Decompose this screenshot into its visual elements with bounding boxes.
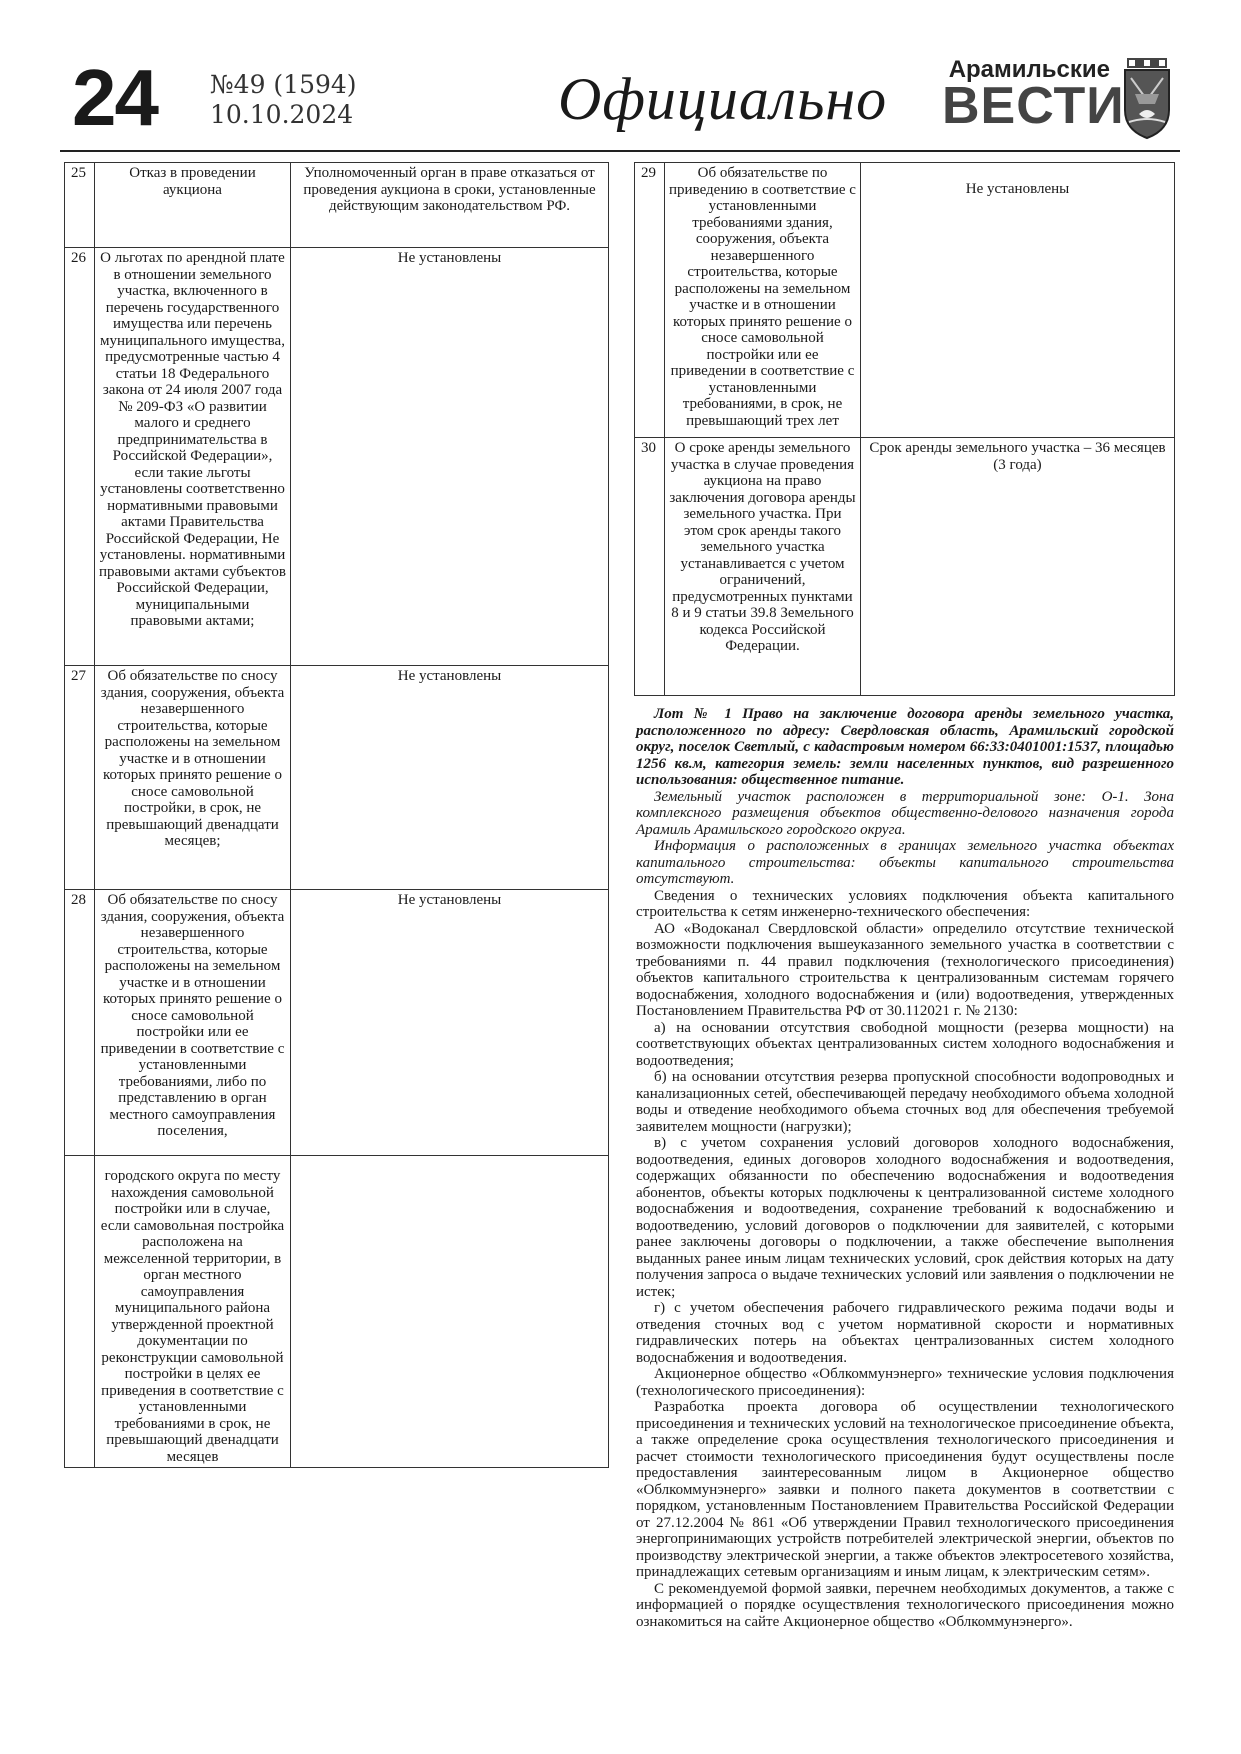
row-subject: Об обязательстве по приведению в соответствие с установленными требованиями здания, сооружения, объекта незавершенного строительства, которые расположены на земельном участке и в отношении которых принято решение о сносе самовольной постройки или ее приведении в соответствие с установленными требованиями, в срок, не превышающий трех лет	[665, 163, 861, 438]
issue-date: 10.10.2024	[210, 100, 354, 129]
item-g-paragraph: г) с учетом обеспечения рабочего гидравлического режима подачи воды и отведения сточных вод с учетом нормативной скорости и нормативных гидравлических потерь на объектах централизованных систем холодного водоснабжения и водоотведения.	[636, 1300, 1174, 1366]
lot-description	[636, 706, 1174, 1630]
row-subject: О сроке аренды земельного участка в случае проведения аукциона на право заключения договора аренды земельного участка. При этом срок аренды такого земельного участка устанавливается с учетом ограничений, предусмотренных пунктами 8 и 9 статьи 39.8 Земельного кодекса Российской Федерации.	[665, 438, 861, 696]
section-title: Официально	[558, 66, 888, 132]
newspaper-logo	[942, 56, 1125, 135]
row-subject: Об обязательстве по сносу здания, сооружения, объекта незавершенного строительства, которые расположены на земельном участке и в отношении которых принято решение о сносе самовольной постройки, в срок, не превышающий двенадцати месяцев;	[95, 666, 291, 890]
logo-main-word: ВЕСТИ	[942, 77, 1125, 135]
table-row	[65, 163, 609, 248]
table-row	[635, 163, 1175, 438]
row-number: 26	[65, 248, 95, 666]
tech-intro-paragraph: Сведения о технических условиях подключения объекта капитального строительства к сетям инженерно-технического обеспечения:	[636, 887, 1174, 920]
conditions-table-left	[64, 162, 609, 1468]
row-value: Не установлены	[291, 248, 609, 666]
lot-heading: Лот № 1 Право на заключение договора аренды земельного участка, расположенного по адресу: Свердловская область, Арамильский городской округ, поселок Светлый, с кадастровым номером 66:33:0401001:1537, площадью 1256 кв.м, категория земель: земли населенных пунктов, вид разрешенного использования: общественное питание.	[636, 706, 1174, 788]
zone-paragraph: Земельный участок расположен в территориальной зоне: О-1. Зона комплексного размещения объектов общественно-делового назначения города Арамиль Арамильского городского округа.	[636, 788, 1174, 838]
conditions-table-right	[634, 162, 1175, 696]
row-number: 29	[635, 163, 665, 438]
item-b-paragraph: б) на основании отсутствия резерва пропускной способности водопроводных и канализационных сетей, обеспечивающей передачу необходимого объема холодной воды и отведение необходимого объема сточных вод для обеспечения требуемой заявителем мощности (нагрузки);	[636, 1069, 1174, 1135]
oblkom-paragraph: Акционерное общество «Облкоммунэнерго» технические условия подключения (технологического присоединения):	[636, 1366, 1174, 1399]
table-row	[65, 890, 609, 1156]
project-paragraph: Разработка проекта договора об осуществлении технологического присоединения и технических условий на технологическое присоединение объекта, а также определение срока осуществления технологического присоединения и расчет стоимости технологического присоединения будут осуществлены после предоставления заинтересованным лицом в Акционерное общество «Облкоммунэнерго» заявки и полного пакета документов в соответствии с порядком, установленным Постановлением Правительства Российской Федерации от 27.12.2004 № 861 «Об утверждении Правил технологического присоединения энергопринимающих устройств потребителей электрической энергии, объектов по производству электрической энергии, а также объектов электросетевого хозяйства, принадлежащих сетевым организациям и иным лицам, к электрическим сетям».	[636, 1399, 1174, 1580]
row-value: Срок аренды земельного участка – 36 месяцев (3 года)	[861, 438, 1175, 696]
table-row	[635, 438, 1175, 696]
item-a-paragraph: а) на основании отсутствия свободной мощности (резерва мощности) на соответствующих объектах централизованных систем холодного водоснабжения и водоотведения;	[636, 1019, 1174, 1069]
logo-top-word: Арамильские	[948, 56, 1110, 83]
row-number: 25	[65, 163, 95, 248]
row-value: Не установлены	[861, 163, 1175, 438]
row-number: 30	[635, 438, 665, 696]
row-subject: О льготах по арендной плате в отношении земельного участка, включенного в перечень государственного имущества или перечень муниципального имущества, предусмотренные частью 4 статьи 18 Федерального закона от 24 июля 2007 года № 209-ФЗ «О развитии малого и среднего предпринимательства в Российской Федерации», если такие льготы установлены соответственно нормативными правовыми актами Правительства Российской Федерации, Не установлены. нормативными правовыми актами субъектов Российской Федерации, муниципальными правовыми актами;	[95, 248, 291, 666]
objects-paragraph: Информация о расположенных в границах земельного участка объектах капитального строительства: объекты капитального строительства отсутствуют.	[636, 838, 1174, 887]
row-subject: Отказ в проведении аукциона	[95, 163, 291, 248]
row-value: Не установлены	[291, 890, 609, 1156]
row-value	[291, 1156, 609, 1468]
row-value: Не установлены	[291, 666, 609, 890]
row-number	[65, 1156, 95, 1468]
issue-number: №49 (1594)	[210, 70, 357, 99]
table-row	[65, 248, 609, 666]
city-crest-icon	[1121, 58, 1173, 140]
page-number: 24	[72, 53, 157, 142]
row-number: 27	[65, 666, 95, 890]
row-subject: городского округа по месту нахождения самовольной постройки или в случае, если самовольная постройка расположена на межселенной территории, в орган местного самоуправления муниципального района утвержденной проектной документации по реконструкции самовольной постройки в целях ее приведения в соответствие с установленными требованиями в срок, не превышающий двенадцати месяцев	[95, 1156, 291, 1468]
item-v-paragraph: в) с учетом сохранения условий договоров холодного водоснабжения, водоотведения, единых договоров холодного водоснабжения и водоотведения, содержащих обязанности по обеспечению водоснабжения и водоотведения абонентов, объекты которых подключены к централизованной системе холодного водоснабжения и водоотведения, сохранение требований к водоснабжению и водоотведению, условий договоров о подключении для заявителей, с которыми ранее заключены договоры о подключении, а также обеспечение выполнения выданных ранее иным лицам технических условий, срок действия которых на дату получения запроса о выдаче технических условий или заявления о подключении не истек;	[636, 1135, 1174, 1300]
table-row	[65, 1156, 609, 1468]
issue-info	[210, 70, 357, 130]
row-number: 28	[65, 890, 95, 1156]
table-row	[65, 666, 609, 890]
form-paragraph: С рекомендуемой формой заявки, перечнем необходимых документов, а также с информацией о порядке осуществления технологического присоединения можно ознакомиться на сайте Акционерное общество «Облкоммунэнерго».	[636, 1580, 1174, 1630]
header-divider	[60, 150, 1180, 152]
vodokanal-paragraph: АО «Водоканал Свердловской области» определило отсутствие технической возможности подключения вышеуказанного земельного участка в соответствии с требованиями п. 44 правил подключения (технологического присоединения) объектов капитального строительства к централизованным системам горячего водоснабжения, холодного водоснабжения и (или) водоотведения, утвержденных Постановлением Правительства РФ от 30.112021 г. № 2130:	[636, 920, 1174, 1019]
row-value: Уполномоченный орган в праве отказаться от проведения аукциона в сроки, установленные действующим законодательством РФ.	[291, 163, 609, 248]
row-subject: Об обязательстве по сносу здания, сооружения, объекта незавершенного строительства, которые расположены на земельном участке и в отношении которых принято решение о сносе самовольной постройки или ее приведении в соответствие с установленными требованиями, либо по представлению в орган местного самоуправления поселения,	[95, 890, 291, 1156]
